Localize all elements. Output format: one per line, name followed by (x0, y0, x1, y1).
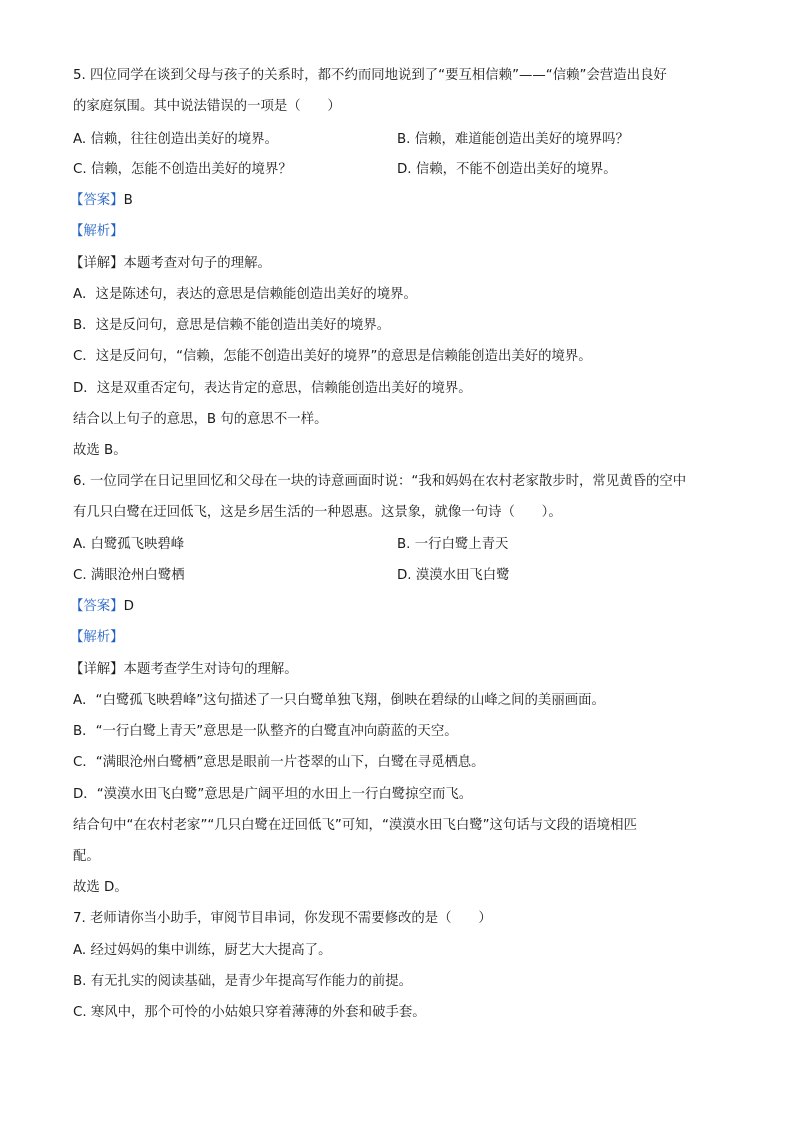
q7-stem: 7. 老师请你当小助手，审阅节目串词，你发现不需要修改的是（ ） (73, 911, 492, 926)
q6-analysis-summary-1: 结合句中“在农村老家”“几只白鹭在迂回低飞”可知，“漠漠水田飞白鹭”这句话与文段的语境相匹 (73, 818, 637, 833)
q5-analysis-summary: 结合以上句子的意思，B 句的意思不一样。 (73, 412, 328, 427)
q6-option-d: D. 漠漠水田飞白鹭 (397, 568, 510, 583)
q5-analysis-b: B．这是反问句，意思是信赖不能创造出美好的境界。 (73, 318, 391, 333)
answer-value: B (123, 193, 133, 208)
q5-analysis-tag: 【解析】 (70, 224, 124, 239)
q6-analysis-summary-2: 配。 (73, 849, 100, 864)
q6-stem-line-2: 有几只白鹭在迂回低飞，这是乡居生活的一种恩惠。这景象，就像一句诗（ ）。 (73, 505, 562, 520)
q6-option-b: B. 一行白鹭上青天 (397, 537, 509, 552)
q5-stem-line-2: 的家庭氛围。其中说法错误的一项是（ ） (73, 99, 341, 114)
q6-option-c: C. 满眼沧州白鹭栖 (73, 568, 185, 583)
q6-analysis-tag: 【解析】 (70, 630, 124, 645)
q7-option-b: B. 有无扎实的阅读基础，是青少年提高写作能力的前提。 (73, 974, 413, 989)
q5-analysis-d: D．这是双重否定句，表达肯定的意思，信赖能创造出美好的境界。 (73, 381, 472, 396)
q7-option-a: A. 经过妈妈的集中训练，厨艺大大提高了。 (73, 943, 332, 958)
q6-analysis-b: B．“一行白鹭上青天”意思是一队整齐的白鹭直冲向蔚蓝的天空。 (73, 724, 458, 739)
q5-stem-line-1: 5. 四位同学在谈到父母与孩子的关系时，都不约而同地说到了“要互相信赖”——“信赖”会营造出良好 (73, 68, 667, 83)
q5-option-a: A. 信赖，往往创造出美好的境界。 (73, 132, 278, 147)
q5-option-d: D. 信赖，不能不创造出美好的境界。 (397, 162, 617, 177)
q5-answer (70, 191, 730, 211)
q6-analysis-d: D．“漠漠水田飞白鹭”意思是广阔平坦的水田上一行白鹭掠空而飞。 (73, 787, 473, 802)
q6-choice: 故选 D。 (73, 880, 128, 895)
q6-analysis-c: C．“满眼沧州白鹭栖”意思是眼前一片苍翠的山下，白鹭在寻觅栖息。 (73, 755, 485, 770)
q5-choice: 故选 B。 (73, 443, 127, 458)
q5-option-b: B. 信赖，难道能创造出美好的境界吗？ (397, 132, 629, 147)
q5-analysis-a: A．这是陈述句，表达的意思是信赖能创造出美好的境界。 (73, 287, 417, 302)
q5-option-c: C. 信赖，怎能不创造出美好的境界？ (73, 162, 292, 177)
q6-stem-line-1: 6. 一位同学在日记里回忆和父母在一块的诗意画面时说：“我和妈妈在农村老家散步时，常见黄昏的空中 (73, 474, 687, 489)
q6-analysis-a: A．“白鹭孤飞映碧峰”这句描述了一只白鹭单独飞翔，倒映在碧绿的山峰之间的美丽画面。 (73, 693, 605, 708)
q6-detail: 【详解】本题考查学生对诗句的理解。 (70, 662, 298, 677)
q5-analysis-c: C．这是反问句，“信赖，怎能不创造出美好的境界”的意思是信赖能创造出美好的境界。 (73, 349, 592, 364)
answer-value: D (123, 599, 134, 614)
q5-detail: 【详解】本题考查对句子的理解。 (70, 256, 271, 271)
q7-option-c: C. 寒风中，那个可怜的小姑娘只穿着薄薄的外套和破手套。 (73, 1005, 426, 1020)
answer-tag: 【答案】 (70, 193, 124, 208)
q6-option-a: A. 白鹭孤飞映碧峰 (73, 537, 185, 552)
answer-tag: 【答案】 (70, 599, 124, 614)
q6-answer (70, 597, 730, 617)
